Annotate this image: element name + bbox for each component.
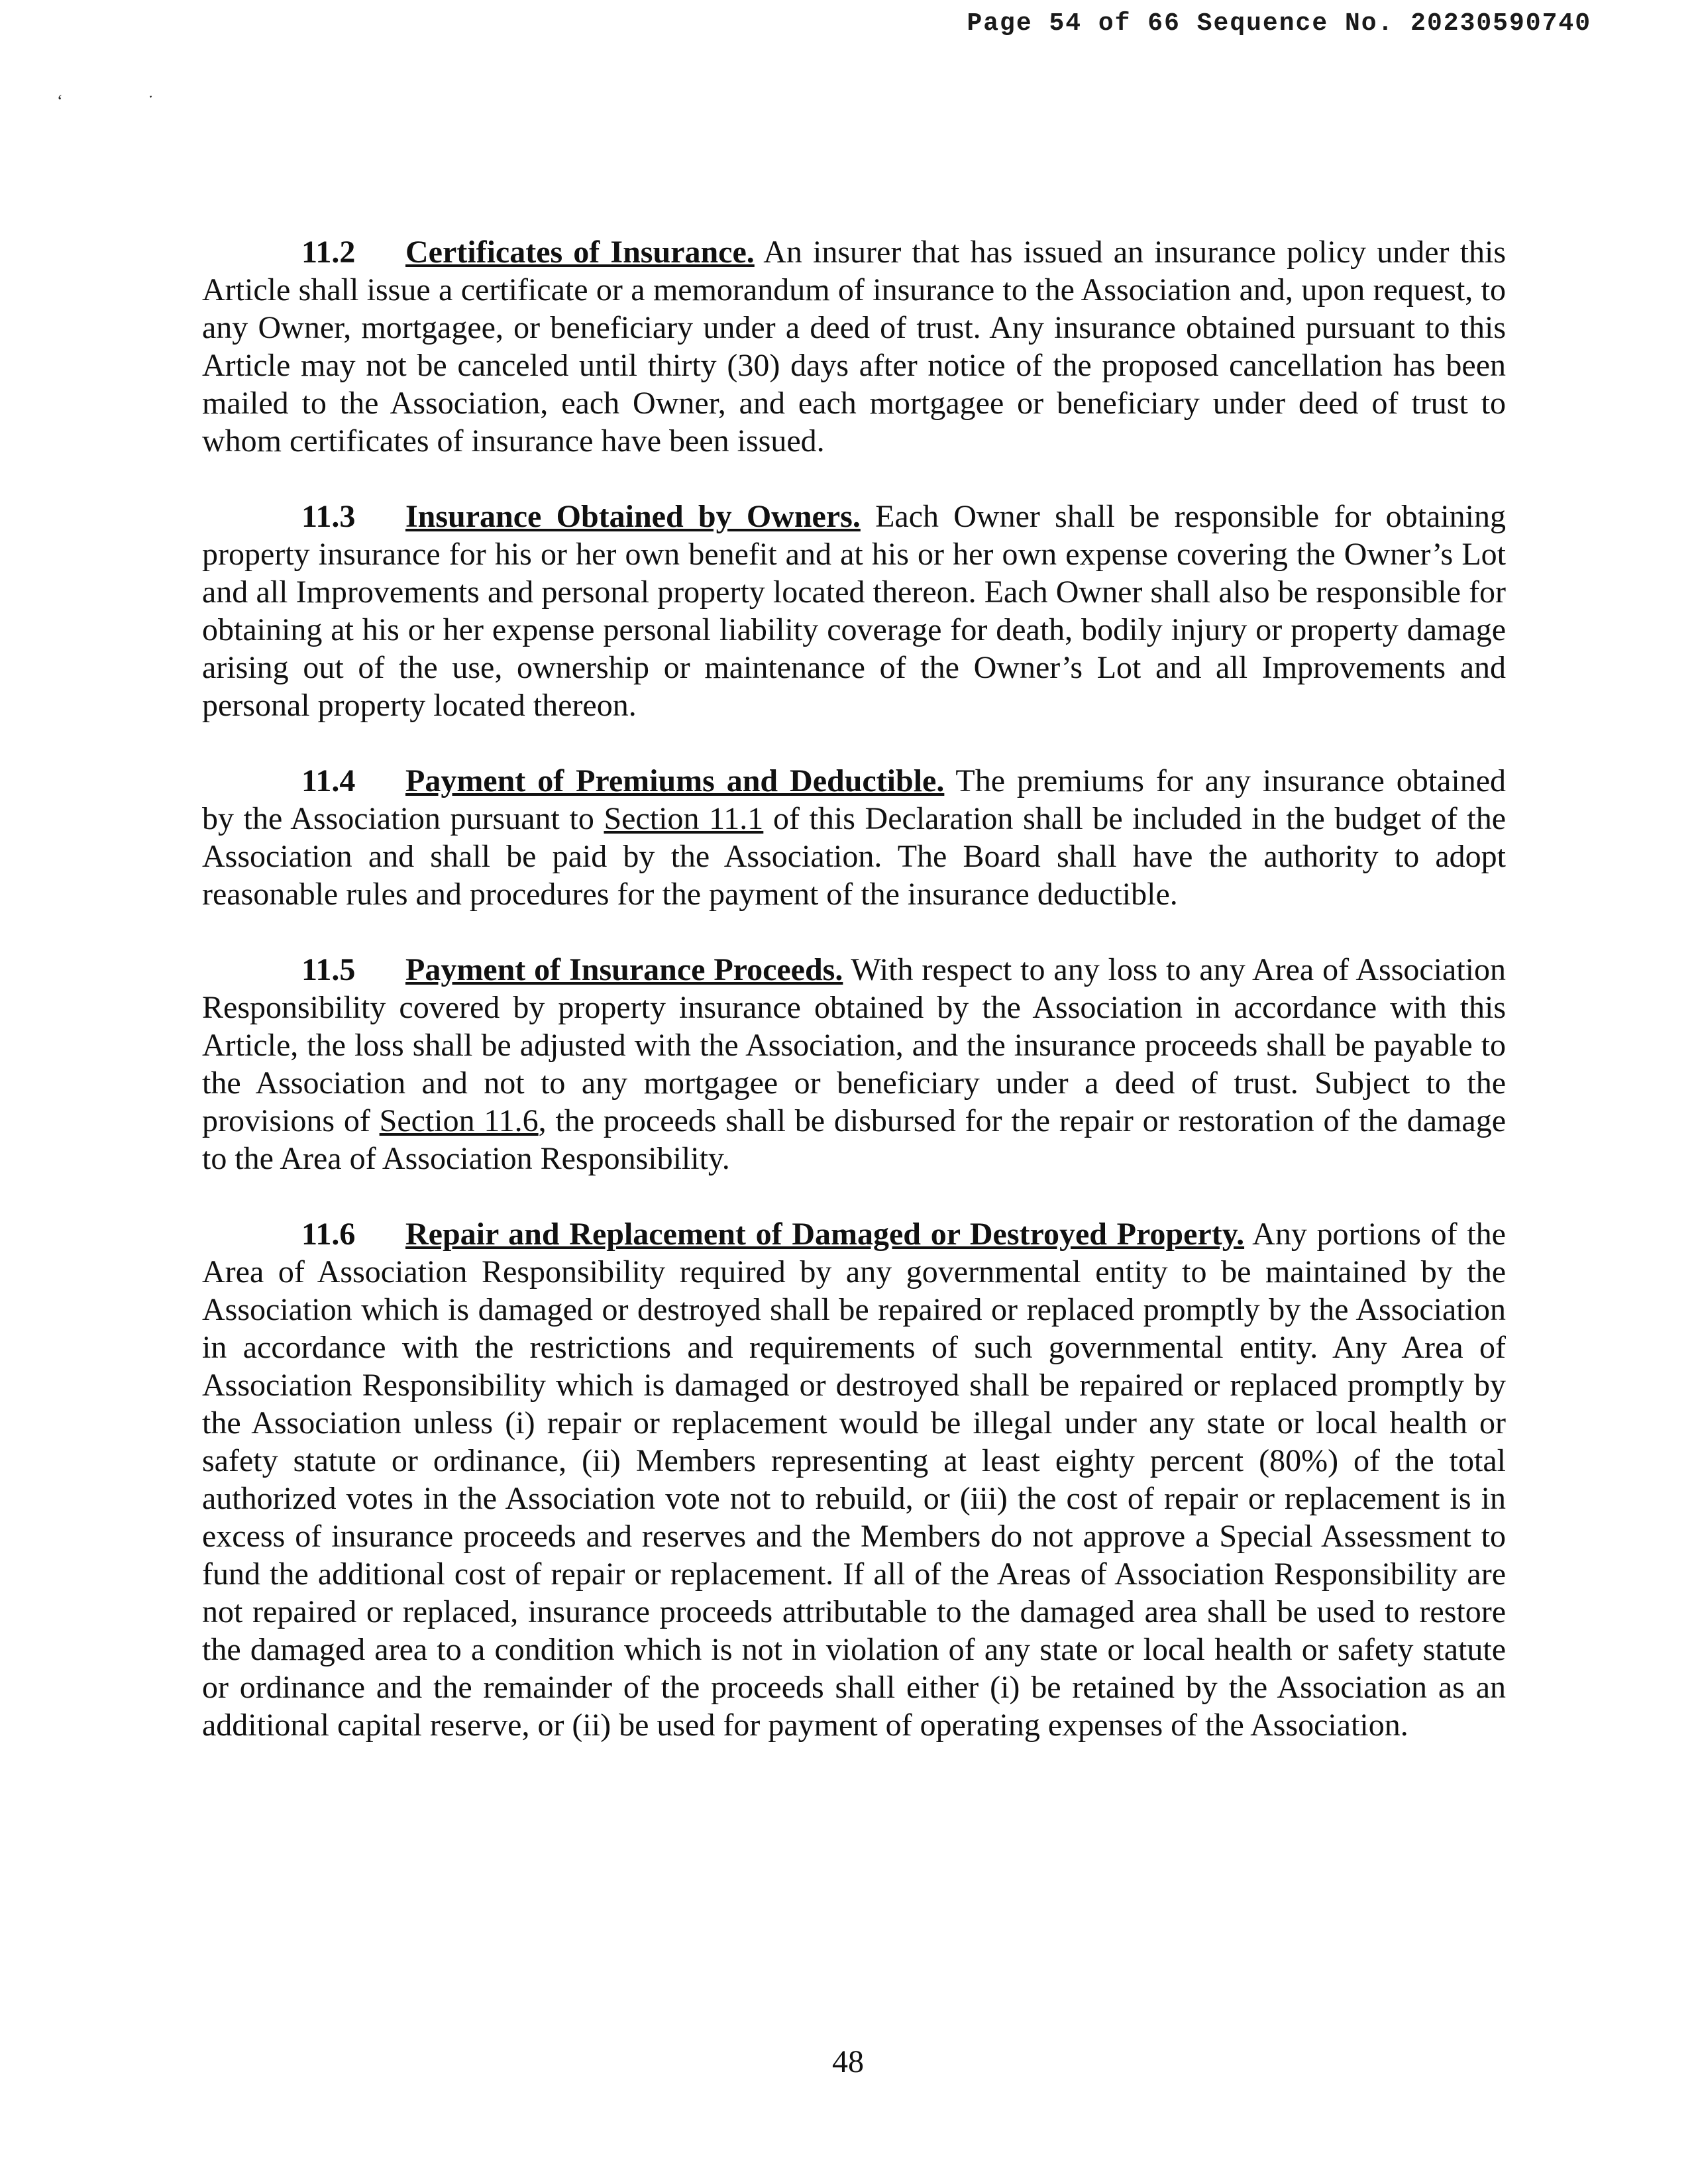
page-number: 48: [832, 2044, 864, 2079]
section-text: An insurer that has issued an insurance policy under this Article shall issue a certificate or a memorandum of insurance to the Association and, upon request, to any Owner, mortgagee, or beneficiary under a deed of trust. Any insurance obtained pursuant to this Article may not be canceled until thirty (30) days after notice of the proposed cancellation has been mailed to the Association, each Owner, and each mortgagee or beneficiary under deed of trust to whom certificates of insurance have been issued.: [202, 235, 1506, 459]
section-number: 11.4: [301, 763, 356, 798]
section-text: With respect to any loss to any Area of Association Responsibility covered by property insurance obtained by the Association in accordance with this Article, the loss shall be adjusted with the Association, and the insurance proceeds shall be payable to the Association and not to any mortgagee or beneficiary under a deed of trust. Subject to the provisions of: [202, 952, 1506, 1138]
section-11-5: [202, 951, 1506, 1177]
section-number: 11.5: [301, 952, 356, 987]
page-sequence-stamp: Page 54 of 66 Sequence No. 20230590740: [967, 9, 1591, 38]
section-text: Any portions of the Area of Association Responsibility required by any governmental entity to be maintained by the Association which is damaged or destroyed shall be repaired or replaced promptly by the Association in accordance with the restrictions and requirements of such governmental entity. Any Area of Association Responsibility which is damaged or destroyed shall be repaired or replaced promptly by the Association unless (i) repair or replacement would be illegal under any state or local health or safety statute or ordinance, (ii) Members representing at least eighty percent (80%) of the total authorized votes in the Association vote not to rebuild, or (iii) the cost of repair or replacement is in excess of insurance proceeds and reserves and the Members do not approve a Special Assessment to fund the additional cost of repair or replacement. If all of the Areas of Association Responsibility are not repaired or replaced, insurance proceeds attributable to the damaged area shall be used to restore the damaged area to a condition which is not in violation of any state or local health or safety statute or ordinance and the remainder of the proceeds shall either (i) be retained by the Association as an additional capital reserve, or (ii) be used for payment of operating expenses of the Association.: [202, 1217, 1506, 1743]
section-title: Payment of Insurance Proceeds.: [405, 952, 843, 987]
section-11-4: [202, 762, 1506, 913]
section-title: Insurance Obtained by Owners.: [405, 499, 861, 534]
section-title: Certificates of Insurance.: [405, 235, 755, 270]
section-number: 11.6: [301, 1217, 356, 1252]
scan-speck: ʻ: [57, 91, 63, 111]
section-11-2: [202, 233, 1506, 460]
section-title: Payment of Premiums and Deductible.: [405, 763, 945, 798]
section-11-6: [202, 1215, 1506, 1744]
section-11-3: [202, 498, 1506, 724]
section-text: of this Declaration shall be included in the budget of the Association and shall be paid by the Association. The Board shall have the authority to adopt reasonable rules and procedures for the payment of the insurance deductible.: [202, 801, 1507, 912]
section-number: 11.2: [301, 235, 356, 270]
section-number: 11.3: [301, 499, 356, 534]
section-cross-reference: Section 11.6: [379, 1103, 539, 1138]
section-text: , the proceeds shall be disbursed for the repair or restoration of the damage to the Area of Association Responsibility.: [202, 1103, 1507, 1176]
section-text: The premiums for any insurance obtained by the Association pursuant to: [202, 763, 1506, 836]
section-cross-reference: Section 11.1: [604, 801, 764, 836]
section-text: Each Owner shall be responsible for obtaining property insurance for his or her own benefit and at his or her own expense covering the Owner’s Lot and all Improvements and personal property located thereon. Each Owner shall also be responsible for obtaining at his or her expense personal liability coverage for death, bodily injury or property damage arising out of the use, ownership or maintenance of the Owner’s Lot and all Improvements and personal property located thereon.: [202, 499, 1506, 723]
section-title: Repair and Replacement of Damaged or Destroyed Property.: [405, 1217, 1245, 1252]
scan-speck: ˑ: [148, 89, 154, 108]
document-body: [202, 233, 1506, 1782]
